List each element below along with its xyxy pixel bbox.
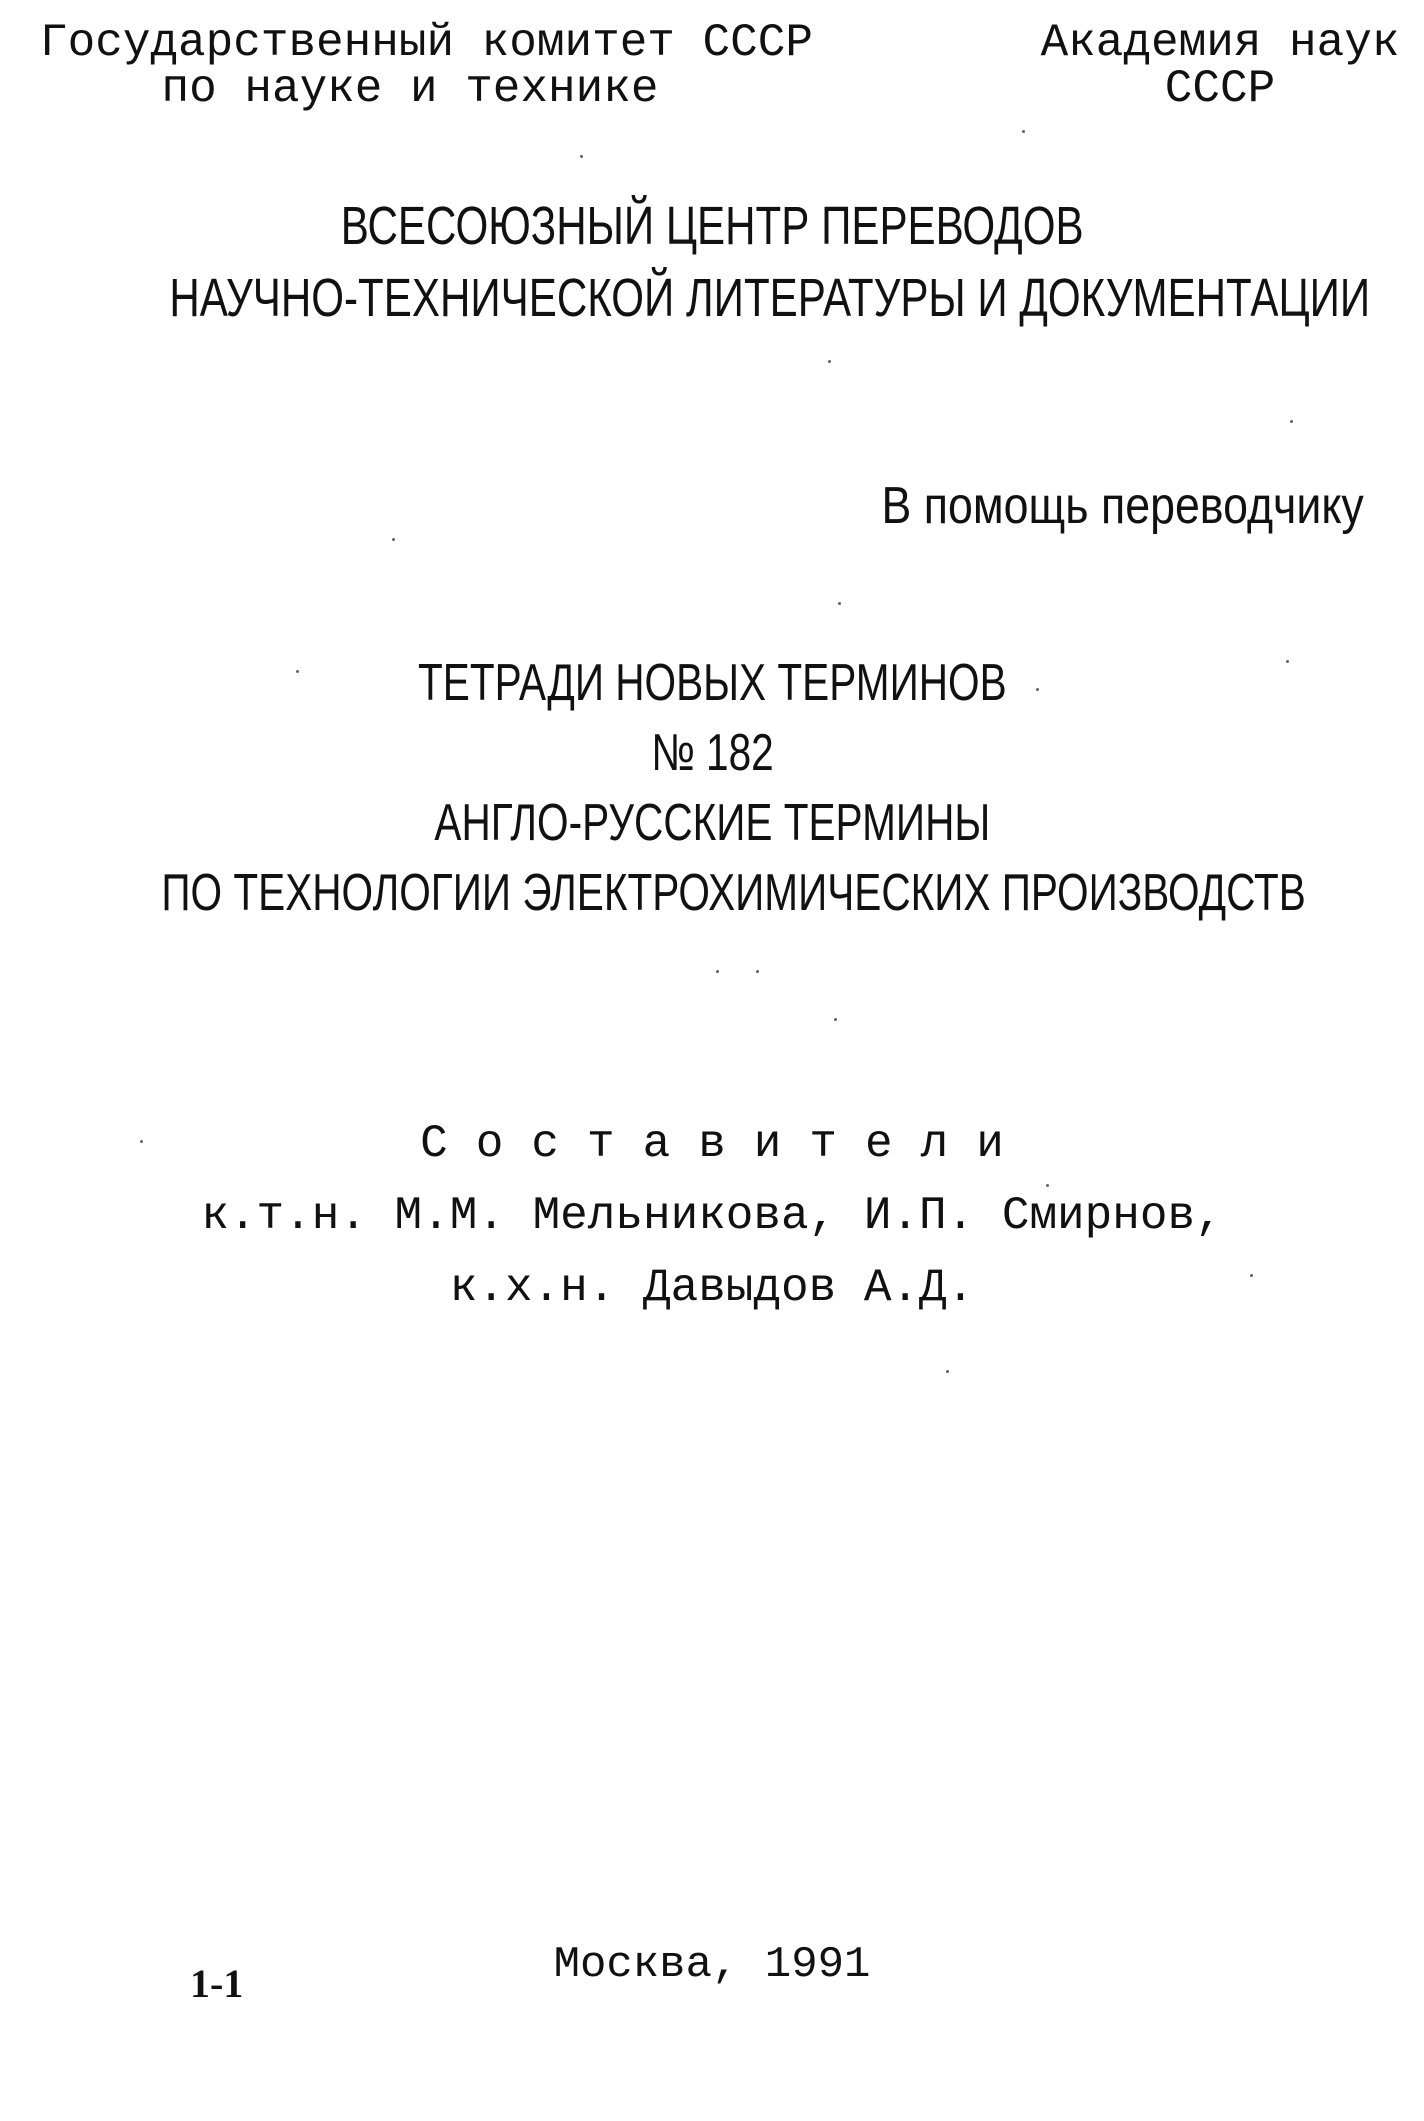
scan-speck [140, 1140, 143, 1143]
organization-name [0, 190, 1424, 334]
document-title [0, 648, 1424, 928]
scan-speck [834, 1018, 837, 1021]
scan-speck [296, 670, 299, 673]
title-line-3: АНГЛО-РУССКИЕ ТЕРМИНЫ [434, 794, 990, 852]
organization-line-2: НАУЧНО-ТЕХНИЧЕСКОЙ ЛИТЕРАТУРЫ И ДОКУМЕНТАЦИИ [169, 268, 1371, 328]
scan-speck [392, 538, 395, 541]
compilers-line-1: к.т.н. М.М. Мельникова, И.П. Смирнов, [201, 1190, 1223, 1242]
title-line-1: ТЕТРАДИ НОВЫХ ТЕРМИНОВ [417, 654, 1007, 712]
scan-speck [1286, 660, 1289, 663]
scan-speck [946, 1370, 949, 1373]
place-and-year: Москва, 1991 [553, 1940, 871, 1990]
issuing-academy [1040, 17, 1400, 115]
scan-speck [1290, 420, 1293, 423]
scan-speck [716, 970, 719, 973]
scan-speck [756, 970, 759, 973]
scan-speck [828, 360, 831, 363]
scan-speck [1046, 1184, 1049, 1187]
compilers-section [0, 1108, 1424, 1324]
issue-number: № 182 [650, 724, 774, 782]
issuing-committee-line-1: Государственный комитет СССР [40, 17, 813, 69]
issuing-academy-line-2: СССР [1164, 63, 1276, 115]
title-line-4: ПО ТЕХНОЛОГИИ ЭЛЕКТРОХИМИЧЕСКИХ ПРОИЗВОДСТВ [161, 864, 1306, 922]
print-code: 1-1 [190, 1961, 244, 2006]
organization-line-1: ВСЕСОЮЗНЫЙ ЦЕНТР ПЕРЕВОДОВ [340, 196, 1084, 256]
series-label [803, 476, 1364, 537]
series-label-text: В помощь переводчику [881, 477, 1364, 535]
compilers-line-2: к.х.н. Давыдов А.Д. [449, 1262, 975, 1314]
issuing-committee [40, 17, 813, 115]
issuing-academy-line-1: Академия наук [1040, 17, 1400, 69]
scan-speck [580, 155, 583, 158]
issuing-committee-line-2: по науке и технике [161, 63, 659, 115]
scan-speck [1036, 688, 1039, 691]
scan-speck [1022, 130, 1025, 133]
compilers-heading: Составители [420, 1118, 1032, 1170]
scan-speck [1250, 1274, 1253, 1277]
scan-speck [838, 602, 841, 605]
